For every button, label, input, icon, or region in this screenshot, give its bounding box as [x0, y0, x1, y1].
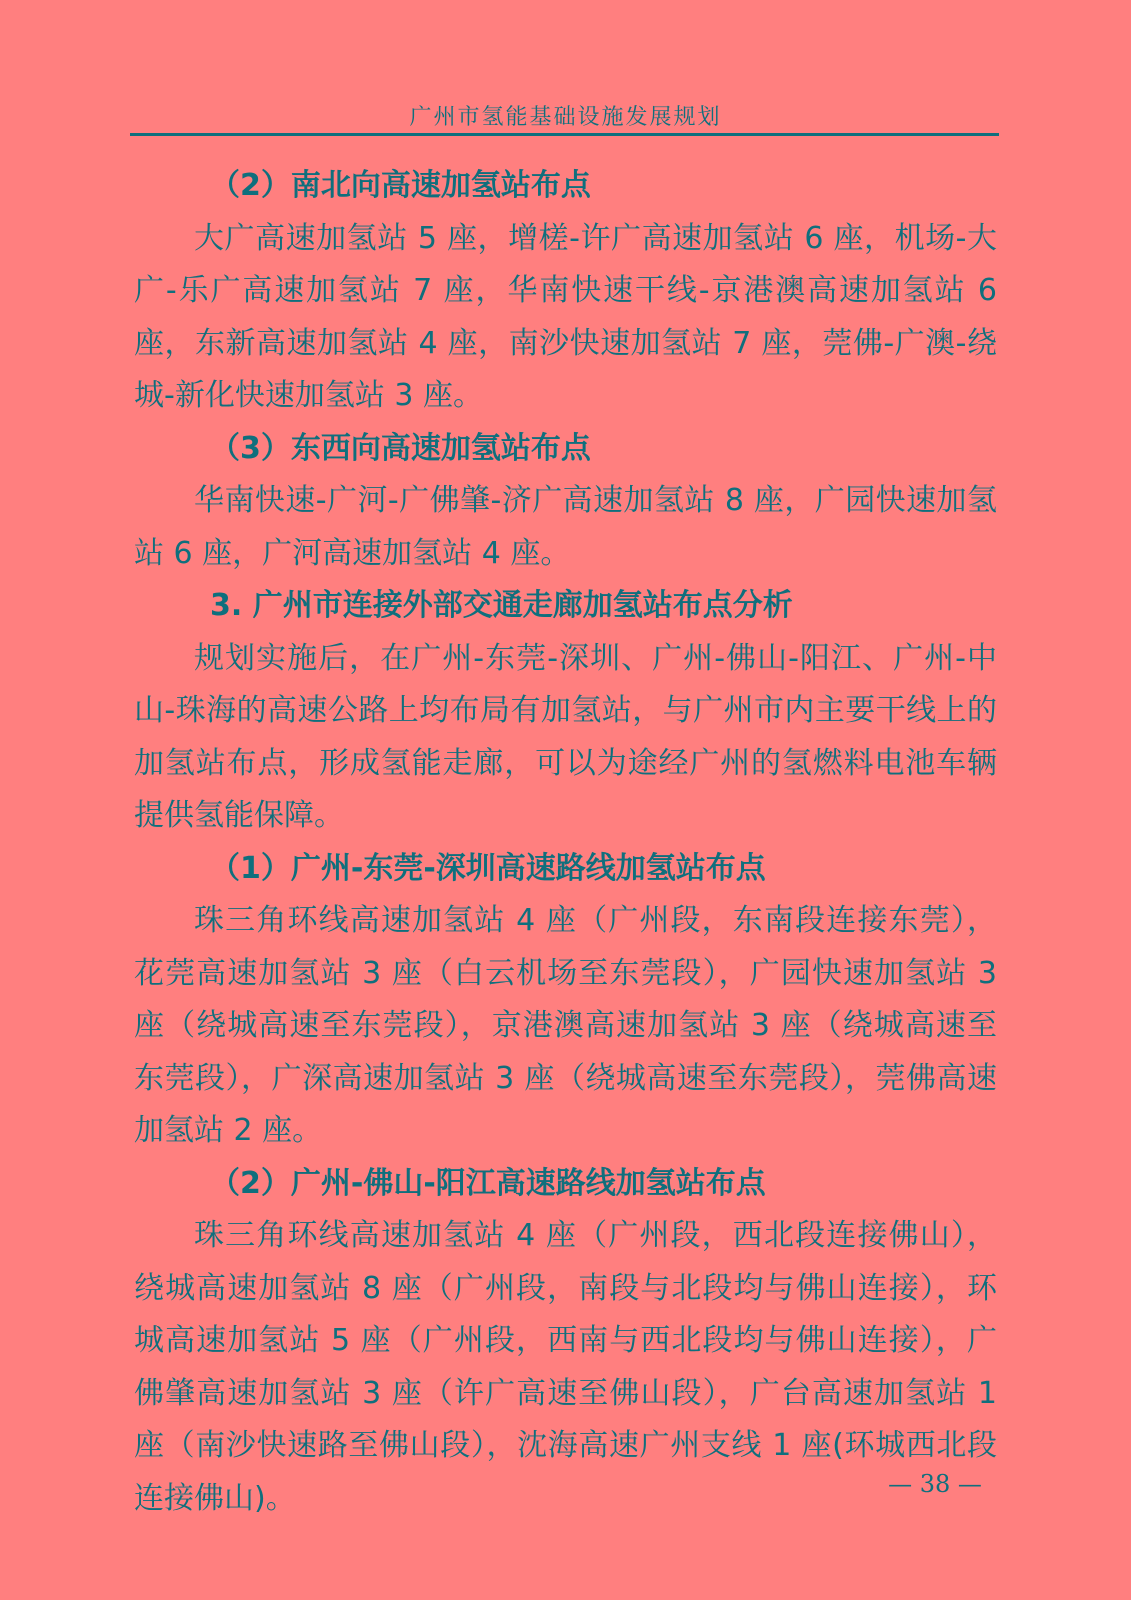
subheading-guangzhou-dongguan-shenzhen: （1）广州-东莞-深圳高速路线加氢站布点: [210, 850, 766, 886]
paragraph-north-south: 大广高速加氢站 5 座，增槎-许广高速加氢站 6 座，机场-大广-乐广高速加氢站 7 座，华南快速干线-京港澳高速加氢站 6 座，东新高速加氢站 4 座，南沙快速加氢站 7 座，莞佛-广澳-绕城-新化快速加氢站 3 座。: [134, 220, 997, 413]
subheading-north-south: （2）南北向高速加氢站布点: [210, 168, 591, 203]
paragraph-east-west: 华南快速-广河-广佛肇-济广高速加氢站 8 座，广园快速加氢站 6 座，广河高速加氢站 4 座。: [134, 483, 997, 571]
section-heading-external-corridors: 3. 广州市连接外部交通走廊加氢站布点分析: [210, 588, 793, 623]
header-divider: [130, 133, 999, 136]
subheading-guangzhou-foshan-yangjiang: （2）广州-佛山-阳江高速路线加氢站布点: [210, 1165, 766, 1201]
document-body: [134, 160, 997, 1525]
page-number: — 38 —: [888, 1470, 982, 1498]
subheading-east-west: （3）东西向高速加氢站布点: [210, 430, 591, 466]
paragraph-guangzhou-dongguan-shenzhen: 珠三角环线高速加氢站 4 座（广州段，东南段连接东莞），花莞高速加氢站 3 座（白云机场至东莞段），广园快速加氢站 3 座（绕城高速至东莞段），京港澳高速加氢站 3 座（绕城高速至东莞段），广深高速加氢站 3 座（绕城高速至东莞段），莞佛高速加氢站 2 座。: [134, 903, 997, 1148]
paragraph-guangzhou-foshan-yangjiang: 珠三角环线高速加氢站 4 座（广州段，西北段连接佛山），绕城高速加氢站 8 座（广州段，南段与北段均与佛山连接），环城高速加氢站 5 座（广州段，西南与西北段均与佛山连接），广佛肇高速加氢站 3 座（许广高速至佛山段），广台高速加氢站 1 座（南沙快速路至佛山段），沈海高速广州支线 1 座(环城西北段连接佛山)。: [134, 1218, 997, 1516]
running-header-title: 广州市氢能基础设施发展规划: [409, 105, 722, 130]
paragraph-external-corridors: 规划实施后，在广州-东莞-深圳、广州-佛山-阳江、广州-中山-珠海的高速公路上均布局有加氢站，与广州市内主要干线上的加氢站布点，形成氢能走廊，可以为途经广州的氢燃料电池车辆提供氢能保障。: [134, 640, 997, 833]
